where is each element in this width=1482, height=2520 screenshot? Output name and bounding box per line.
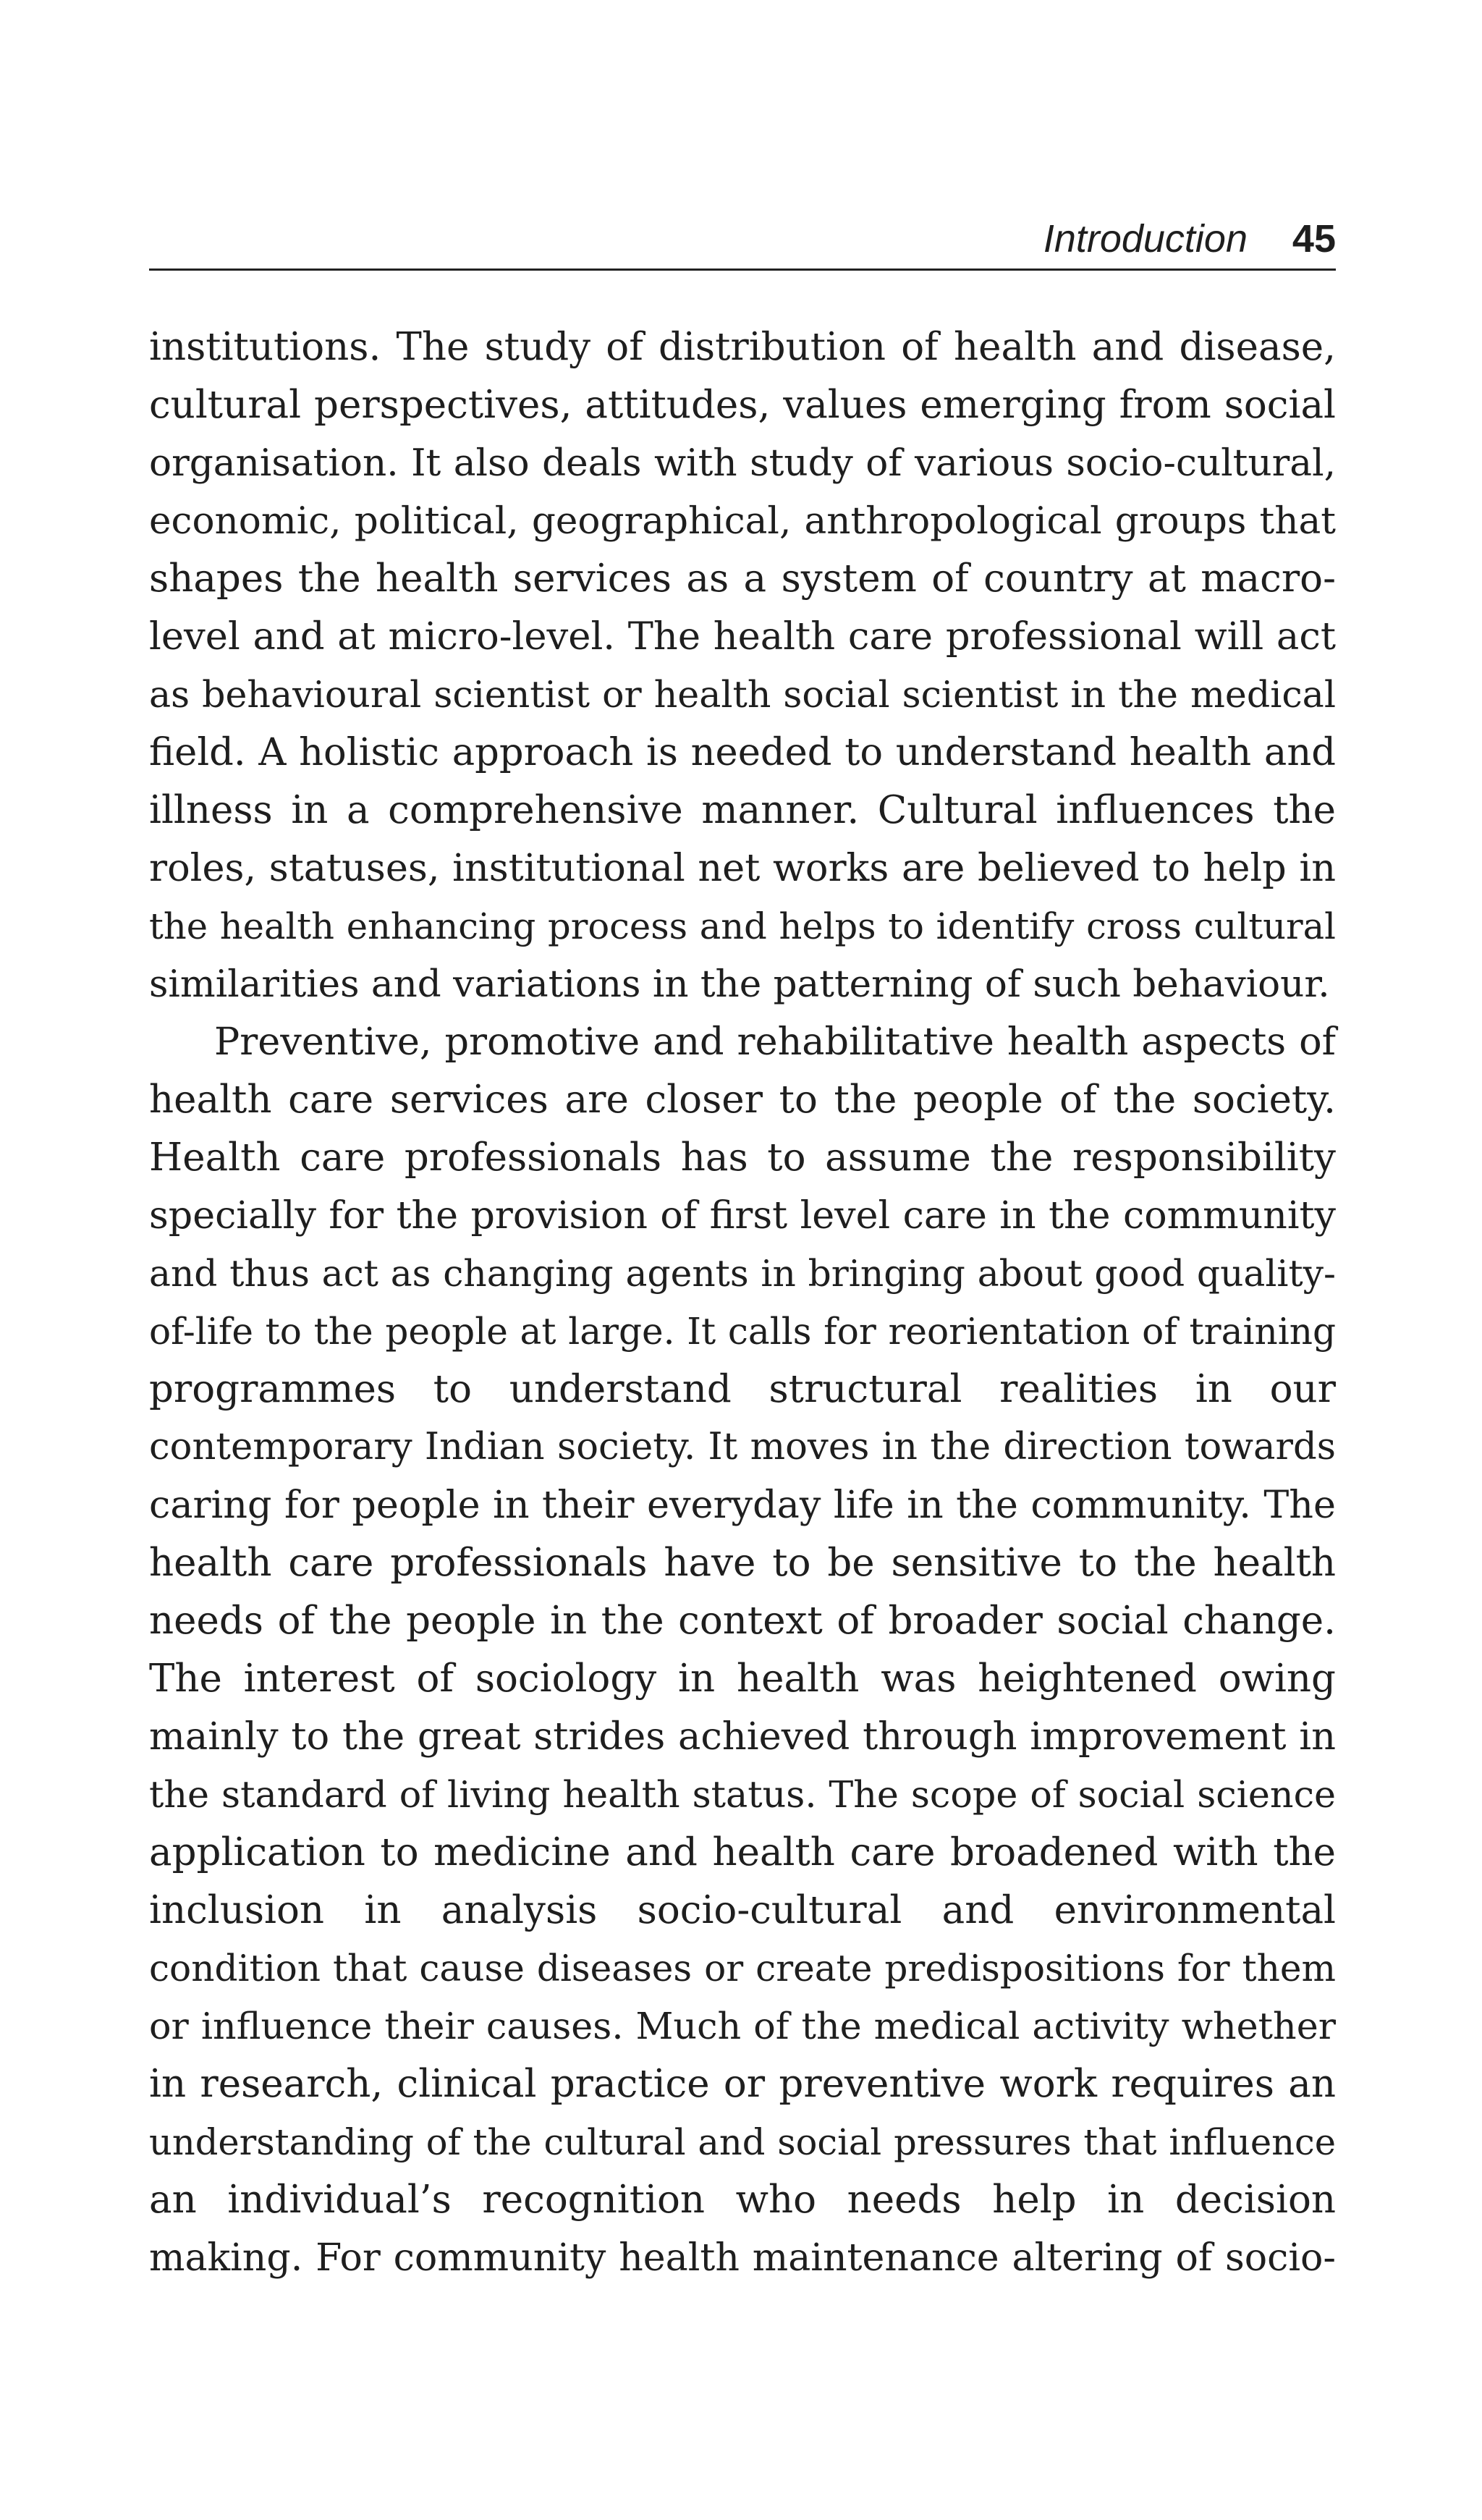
- text-line: application to medicine and health care broadened with the: [149, 1830, 1336, 1874]
- text-line: organisation. It also deals with study of various socio-cultural,: [149, 441, 1336, 485]
- text-line: making. For community health maintenance altering of socio-: [149, 2236, 1336, 2280]
- text-line: and thus act as changing agents in bringing about good quality-: [149, 1252, 1336, 1295]
- text-line: health care services are closer to the people of the society.: [149, 1078, 1336, 1122]
- text-line: the health enhancing process and helps to identify cross cultural: [149, 905, 1336, 947]
- text-line: level and at micro-level. The health care professional will act: [149, 614, 1336, 659]
- text-line: an individual’s recognition who needs help in decision: [149, 2178, 1336, 2222]
- text-line: illness in a comprehensive manner. Cultural influences the: [149, 788, 1336, 832]
- text-line: inclusion in analysis socio-cultural and environmental: [149, 1888, 1336, 1932]
- text-line: in research, clinical practice or preventive work requires an: [149, 2062, 1336, 2106]
- text-line: needs of the people in the context of broader social change.: [149, 1599, 1336, 1643]
- running-header: [149, 210, 1336, 271]
- text-line: field. A holistic approach is needed to understand health and: [149, 730, 1336, 774]
- text-line: specially for the provision of first level care in the community: [149, 1194, 1336, 1238]
- body-text: [149, 318, 1336, 2287]
- paragraph-last-line: similarities and variations in the patterning of such behaviour.: [149, 963, 1330, 1006]
- text-line: the standard of living health status. The scope of social science: [149, 1773, 1336, 1816]
- text-line: mainly to the great strides achieved through improvement in: [149, 1714, 1336, 1759]
- text-line: understanding of the cultural and social pressures that influence: [149, 2121, 1336, 2163]
- text-line: shapes the health services as a system of country at macro-: [149, 557, 1336, 601]
- text-line: programmes to understand structural realities in our: [149, 1367, 1336, 1411]
- text-line: of-life to the people at large. It calls for reorientation of training: [149, 1311, 1336, 1353]
- text-line: Health care professionals has to assume the responsibility: [149, 1136, 1336, 1180]
- page-number: 45: [1292, 217, 1336, 261]
- text-line: economic, political, geographical, anthropological groups that: [149, 499, 1336, 543]
- text-line: roles, statuses, institutional net works are believed to help in: [149, 846, 1336, 890]
- running-header-title: Introduction: [1043, 217, 1248, 261]
- text-line: The interest of sociology in health was heightened owing: [149, 1657, 1336, 1701]
- text-line: health care professionals have to be sensitive to the health: [149, 1541, 1336, 1585]
- text-line: cultural perspectives, attitudes, values emerging from social: [149, 383, 1336, 427]
- text-line: institutions. The study of distribution of health and disease,: [149, 325, 1336, 369]
- paragraph-first-line: Preventive, promotive and rehabilitative health aspects of: [214, 1020, 1336, 1064]
- text-line: caring for people in their everyday life in the community. The: [149, 1483, 1336, 1527]
- text-line: as behavioural scientist or health social scientist in the medical: [149, 673, 1336, 716]
- text-line: contemporary Indian society. It moves in the direction towards: [149, 1426, 1336, 1468]
- text-line: or influence their causes. Much of the medical activity whether: [149, 2005, 1336, 2047]
- text-line: condition that cause diseases or create predispositions for them: [149, 1948, 1336, 1990]
